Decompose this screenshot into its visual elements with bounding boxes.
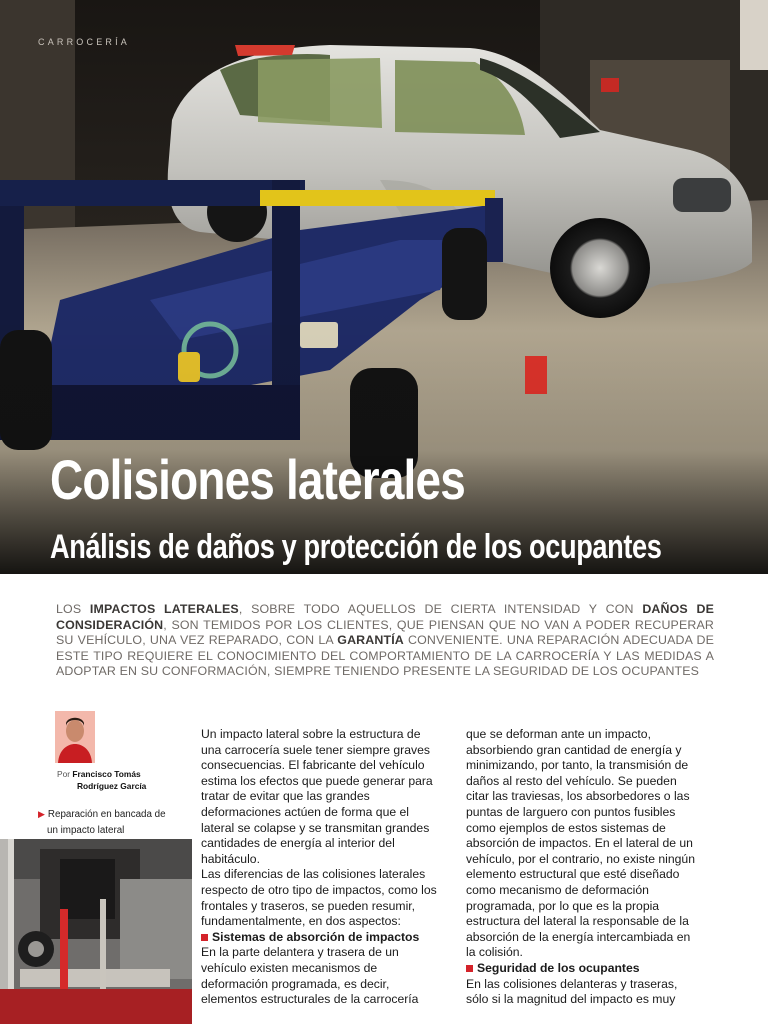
body-line: absorbiendo gran cantidad de energía y <box>466 742 682 757</box>
body-line: deformaciones actúen de forma que el <box>201 804 409 819</box>
lead-text: LOS <box>56 602 90 616</box>
body-column-1 <box>201 727 451 1008</box>
lead-text: , SOBRE TODO AQUELLOS DE CIERTA INTENSIDAD Y CON <box>238 602 643 616</box>
body-line: cantidades de energía al interior del <box>201 836 395 851</box>
author-byline <box>57 769 177 792</box>
body-line: sólo si la magnitud del impacto es muy <box>466 992 676 1007</box>
triangle-bullet-icon: ▶ <box>38 809 45 819</box>
body-line: deformación programada, es decir, <box>201 976 390 991</box>
body-line: citar las traviesas, los absorbedores o las <box>466 789 690 804</box>
lead-bold: DAÑOS DE CONSIDERACIÓN <box>56 602 715 632</box>
body-line: habitáculo. <box>201 851 260 866</box>
body-line: Las diferencias de las colisiones laterales <box>201 867 426 882</box>
body-line: lateral se colapse y se transmitan grandes <box>201 820 430 835</box>
subheading-impact-absorption <box>201 930 451 946</box>
body-line: vehículo existen mecanismos de <box>201 960 378 975</box>
body-line: la colisión. <box>466 945 523 960</box>
body-line: estima los efectos que puede generar para <box>201 773 433 788</box>
author-name: Francisco Tomás <box>72 769 141 779</box>
lead-bold: IMPACTOS LATERALES <box>89 602 239 616</box>
section-label: CARROCERÍA <box>38 37 131 47</box>
body-line: Un impacto lateral sobre la estructura de <box>201 727 421 741</box>
body-line: vehículo, por el contrario, no existe ningún <box>466 851 695 866</box>
caption-line1: Reparación en bancada de <box>47 809 166 820</box>
byline-prefix: Por <box>57 769 71 779</box>
body-line: elemento estructural que esté diseñado <box>466 867 680 882</box>
subheading-text: Seguridad de los ocupantes <box>477 960 640 975</box>
subheading-text: Sistemas de absorción de impactos <box>212 929 420 944</box>
body-line: puntas de larguero con puntos fusibles <box>466 804 676 819</box>
body-column-2 <box>466 727 716 1008</box>
subheading-occupant-safety <box>466 961 716 977</box>
body-line: absorción de la energía intercambiada en <box>466 929 691 944</box>
body-line: estructura del lateral la responsable de la <box>466 914 689 929</box>
body-line: una carrocería suele tener siempre graves <box>201 742 430 757</box>
lead-text: CONVENIENTE. UNA REPARACIÓN ADECUADA DE ESTE TIPO REQUIERE EL CONOCIMIENTO DEL COMPORTAMIENTO DE LA CARROCERÍA Y LAS MEDIDAS A ADOPTAR EN SU CONFORMACIÓN, SIEMPRE TENIENDO PRESENTE LA SEGURIDAD DE LOS OCUPANTES <box>56 633 714 679</box>
body-line: consecuencias. El fabricante del vehículo <box>201 758 425 773</box>
caption-line2: un impacto lateral <box>47 824 125 836</box>
body-line: En la parte delantera y trasera de un <box>201 945 399 960</box>
red-square-bullet-icon <box>201 934 208 941</box>
article-subtitle: Análisis de daños y protección de los ocupantes <box>50 528 662 566</box>
lead-text: , SON TEMIDOS POR LOS CLIENTES, QUE PIENSAN QUE NO VAN A PODER RECUPERAR SU VEHÍCULO, UNA VEZ REPARADO, CON LA <box>56 617 714 648</box>
body-line: como mecanismo de deformación <box>466 882 649 897</box>
photo-caption <box>38 807 173 838</box>
author-photo <box>55 711 95 763</box>
body-line: daños al resto del vehículo. Se pueden <box>466 773 677 788</box>
body-line: elementos estructurales de la carrocería <box>201 992 419 1007</box>
body-line: como ejemplos de estos sistemas de <box>466 820 666 835</box>
body-line: absorción de impactos. En el lateral de un <box>466 836 693 851</box>
lead-bold: GARANTÍA <box>337 633 404 648</box>
lead-paragraph <box>56 602 714 680</box>
red-square-bullet-icon <box>466 965 473 972</box>
body-line: En las colisiones delanteras y traseras, <box>466 976 678 991</box>
body-line: frontales y traseros, se pueden resumir, <box>201 898 416 913</box>
body-line: fundamentalmente, en dos aspectos: <box>201 914 401 929</box>
body-line: programada, por lo que es la propia <box>466 898 660 913</box>
repair-bench-photo <box>0 839 192 1024</box>
body-line: minimizando, por tanto, la transmisión de <box>466 758 689 773</box>
author-name-line2: Rodríguez García <box>77 780 147 791</box>
body-line: respecto de otro tipo de impactos, como los <box>201 882 437 897</box>
article-title: Colisiones laterales <box>50 448 465 511</box>
body-line: tratar de evitar que las grandes <box>201 789 370 804</box>
body-line: que se deforman ante un impacto, <box>466 727 651 741</box>
